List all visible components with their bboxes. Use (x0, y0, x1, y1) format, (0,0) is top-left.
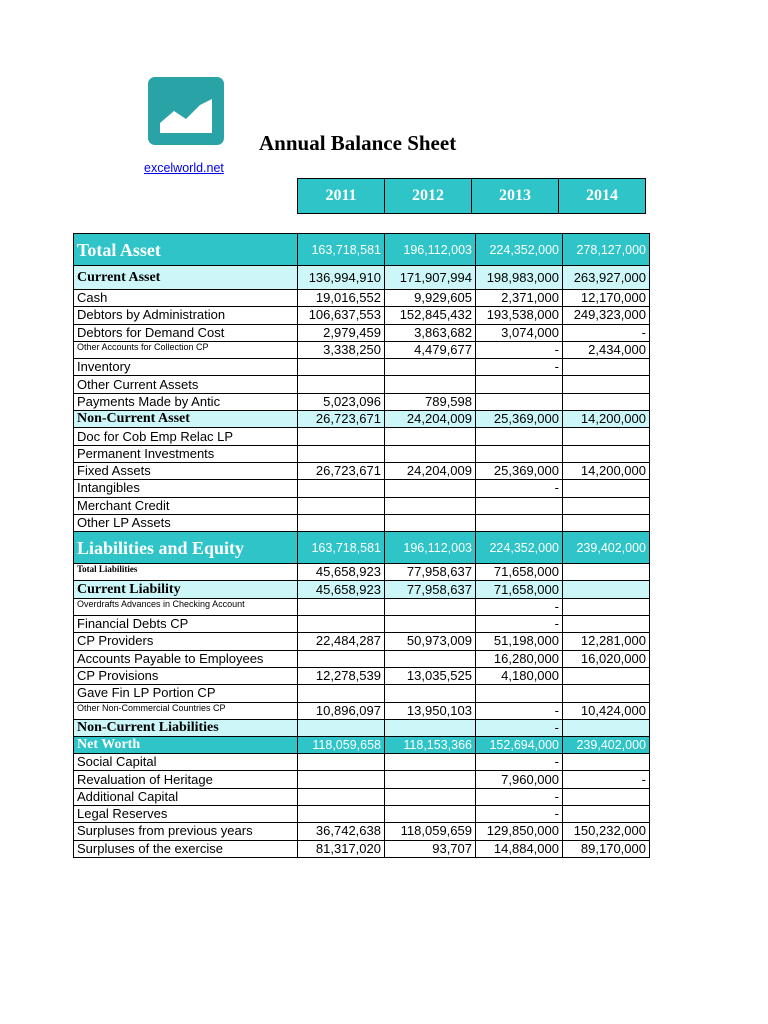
row-value: 77,958,637 (385, 581, 476, 598)
row-value: 89,170,000 (563, 840, 650, 857)
row-value: 24,204,009 (385, 411, 476, 428)
row-value (298, 497, 385, 514)
row-value: 163,718,581 (298, 234, 385, 266)
row-value: 51,198,000 (476, 633, 563, 650)
row-value: 93,707 (385, 840, 476, 857)
row-value: 25,369,000 (476, 462, 563, 479)
table-row (74, 445, 650, 462)
row-value: - (563, 771, 650, 788)
row-label: Other LP Assets (74, 514, 298, 531)
table-row (74, 266, 650, 290)
row-value (563, 719, 650, 736)
row-value: 239,402,000 (563, 532, 650, 564)
row-value (476, 497, 563, 514)
row-label: Overdrafts Advances in Checking Account (74, 598, 298, 615)
row-label: Inventory (74, 359, 298, 376)
row-value (298, 771, 385, 788)
row-label: Additional Capital (74, 788, 298, 805)
table-row (74, 376, 650, 393)
row-label: Payments Made by Antic (74, 393, 298, 410)
row-value: 278,127,000 (563, 234, 650, 266)
table-row (74, 480, 650, 497)
row-value: - (476, 719, 563, 736)
table-row (74, 341, 650, 358)
row-label: CP Providers (74, 633, 298, 650)
row-label: Non-Current Liabilities (74, 719, 298, 736)
row-value: 12,278,539 (298, 667, 385, 684)
row-value: 198,983,000 (476, 266, 563, 290)
row-label: CP Provisions (74, 667, 298, 684)
row-value: 71,658,000 (476, 581, 563, 598)
row-value (563, 497, 650, 514)
row-label: Surpluses of the exercise (74, 840, 298, 857)
row-value: 263,927,000 (563, 266, 650, 290)
table-row (74, 307, 650, 324)
table-row (74, 497, 650, 514)
table-row (74, 532, 650, 564)
row-value (385, 514, 476, 531)
row-value: 196,112,003 (385, 234, 476, 266)
row-value (563, 598, 650, 615)
row-label: Doc for Cob Emp Relac LP (74, 428, 298, 445)
row-value: 45,658,923 (298, 581, 385, 598)
row-value (476, 428, 563, 445)
table-row (74, 667, 650, 684)
table-row (74, 514, 650, 531)
row-value: 118,059,659 (385, 823, 476, 840)
row-label: Financial Debts CP (74, 616, 298, 633)
table-row (74, 290, 650, 307)
row-value (298, 445, 385, 462)
row-value (563, 754, 650, 771)
row-value: - (476, 806, 563, 823)
row-value: 81,317,020 (298, 840, 385, 857)
row-value (385, 650, 476, 667)
row-value: 10,896,097 (298, 702, 385, 719)
row-value: 789,598 (385, 393, 476, 410)
table-row (74, 428, 650, 445)
row-label: Fixed Assets (74, 462, 298, 479)
row-label: Debtors by Administration (74, 307, 298, 324)
row-value: 2,979,459 (298, 324, 385, 341)
row-value (476, 376, 563, 393)
row-value: 224,352,000 (476, 234, 563, 266)
row-value (476, 685, 563, 702)
row-value: 14,884,000 (476, 840, 563, 857)
row-value (385, 480, 476, 497)
row-label: Surpluses from previous years (74, 823, 298, 840)
table-row (74, 788, 650, 805)
row-value: 2,371,000 (476, 290, 563, 307)
row-value (563, 480, 650, 497)
table-row (74, 685, 650, 702)
row-value (563, 806, 650, 823)
table-row (74, 616, 650, 633)
row-label: Social Capital (74, 754, 298, 771)
table-row (74, 598, 650, 615)
row-value: 171,907,994 (385, 266, 476, 290)
table-row (74, 324, 650, 341)
row-label: Other Current Assets (74, 376, 298, 393)
table-row (74, 581, 650, 598)
row-value: 77,958,637 (385, 564, 476, 581)
row-value (385, 359, 476, 376)
row-value (385, 445, 476, 462)
row-label: Current Asset (74, 266, 298, 290)
row-value (298, 480, 385, 497)
row-value: 3,863,682 (385, 324, 476, 341)
row-value (563, 445, 650, 462)
row-label: Current Liability (74, 581, 298, 598)
row-value: 136,994,910 (298, 266, 385, 290)
row-value: 239,402,000 (563, 737, 650, 754)
row-value: 12,281,000 (563, 633, 650, 650)
row-label: Gave Fin LP Portion CP (74, 685, 298, 702)
row-value (563, 514, 650, 531)
row-label: Total Liabilities (74, 564, 298, 581)
row-value: 7,960,000 (476, 771, 563, 788)
row-value: 24,204,009 (385, 462, 476, 479)
row-value (563, 428, 650, 445)
row-value: 16,020,000 (563, 650, 650, 667)
row-value: 12,170,000 (563, 290, 650, 307)
row-value (563, 393, 650, 410)
row-value: 193,538,000 (476, 307, 563, 324)
table-row (74, 359, 650, 376)
table-row (74, 462, 650, 479)
row-value: - (476, 359, 563, 376)
row-value (563, 581, 650, 598)
row-value: 3,338,250 (298, 341, 385, 358)
row-value: 71,658,000 (476, 564, 563, 581)
row-value (476, 445, 563, 462)
row-value: 13,950,103 (385, 702, 476, 719)
row-value (298, 359, 385, 376)
row-value: 45,658,923 (298, 564, 385, 581)
row-label: Debtors for Demand Cost (74, 324, 298, 341)
row-value (298, 376, 385, 393)
table-row (74, 771, 650, 788)
row-value: 26,723,671 (298, 462, 385, 479)
row-label: Other Non-Commercial Countries CP (74, 702, 298, 719)
row-label: Net Worth (74, 737, 298, 754)
row-value (385, 806, 476, 823)
row-label: Intangibles (74, 480, 298, 497)
table-row (74, 234, 650, 266)
table-row (74, 702, 650, 719)
row-value: 22,484,287 (298, 633, 385, 650)
site-link[interactable]: excelworld.net (144, 161, 224, 175)
row-value (385, 771, 476, 788)
row-label: Non-Current Asset (74, 411, 298, 428)
table-row (74, 840, 650, 857)
table-row (74, 393, 650, 410)
row-value (298, 650, 385, 667)
row-value: 50,973,009 (385, 633, 476, 650)
year-header-table (297, 178, 646, 214)
row-value (385, 376, 476, 393)
row-value: 224,352,000 (476, 532, 563, 564)
row-value (563, 359, 650, 376)
row-value (298, 754, 385, 771)
row-value (298, 719, 385, 736)
row-value (563, 376, 650, 393)
table-row (74, 806, 650, 823)
row-value: 13,035,525 (385, 667, 476, 684)
row-label: Legal Reserves (74, 806, 298, 823)
page-title: Annual Balance Sheet (259, 131, 457, 155)
row-value: 3,074,000 (476, 324, 563, 341)
row-value: 14,200,000 (563, 411, 650, 428)
row-value: 106,637,553 (298, 307, 385, 324)
table-row (74, 633, 650, 650)
table-row (74, 754, 650, 771)
balance-sheet-table (73, 233, 650, 858)
row-value (563, 616, 650, 633)
balance-sheet-body (74, 234, 650, 858)
chart-logo-icon (148, 77, 224, 145)
year-header: 2013 (472, 179, 559, 214)
row-value: 249,323,000 (563, 307, 650, 324)
table-row (74, 650, 650, 667)
year-header: 2011 (298, 179, 385, 214)
row-label: Cash (74, 290, 298, 307)
row-value: 4,180,000 (476, 667, 563, 684)
row-value: 152,694,000 (476, 737, 563, 754)
row-value: - (476, 754, 563, 771)
row-value: 25,369,000 (476, 411, 563, 428)
row-value (563, 564, 650, 581)
row-value (298, 806, 385, 823)
row-label: Liabilities and Equity (74, 532, 298, 564)
row-label: Revaluation of Heritage (74, 771, 298, 788)
row-value (298, 598, 385, 615)
row-value (563, 788, 650, 805)
row-value: 129,850,000 (476, 823, 563, 840)
row-value (298, 616, 385, 633)
row-value: - (476, 702, 563, 719)
row-value: 19,016,552 (298, 290, 385, 307)
row-value (385, 428, 476, 445)
row-value (385, 598, 476, 615)
row-value (298, 788, 385, 805)
row-label: Merchant Credit (74, 497, 298, 514)
row-value (385, 685, 476, 702)
row-value: 36,742,638 (298, 823, 385, 840)
row-value (563, 667, 650, 684)
row-label: Permanent Investments (74, 445, 298, 462)
row-value: 4,479,677 (385, 341, 476, 358)
row-value: 118,059,658 (298, 737, 385, 754)
row-value (476, 393, 563, 410)
row-value (385, 497, 476, 514)
row-label: Accounts Payable to Employees (74, 650, 298, 667)
row-value (298, 685, 385, 702)
row-value: - (476, 480, 563, 497)
row-value (385, 719, 476, 736)
row-value: 9,929,605 (385, 290, 476, 307)
row-label: Other Accounts for Collection CP (74, 341, 298, 358)
table-row (74, 737, 650, 754)
row-value: 26,723,671 (298, 411, 385, 428)
row-value: - (563, 324, 650, 341)
row-value: 150,232,000 (563, 823, 650, 840)
row-value: 2,434,000 (563, 341, 650, 358)
row-value (298, 514, 385, 531)
table-row (74, 823, 650, 840)
row-value (385, 754, 476, 771)
row-value (563, 685, 650, 702)
row-value: - (476, 341, 563, 358)
table-row (74, 719, 650, 736)
row-value: 152,845,432 (385, 307, 476, 324)
year-header: 2014 (559, 179, 646, 214)
row-value: - (476, 788, 563, 805)
row-value: 14,200,000 (563, 462, 650, 479)
row-value: 5,023,096 (298, 393, 385, 410)
row-value (476, 514, 563, 531)
table-row (74, 564, 650, 581)
row-value (385, 788, 476, 805)
year-header: 2012 (385, 179, 472, 214)
row-value: 196,112,003 (385, 532, 476, 564)
row-value: 16,280,000 (476, 650, 563, 667)
table-row (74, 411, 650, 428)
row-value: - (476, 598, 563, 615)
row-value (298, 428, 385, 445)
row-value: 10,424,000 (563, 702, 650, 719)
row-label: Total Asset (74, 234, 298, 266)
row-value: 118,153,366 (385, 737, 476, 754)
row-value: 163,718,581 (298, 532, 385, 564)
row-value (385, 616, 476, 633)
row-value: - (476, 616, 563, 633)
